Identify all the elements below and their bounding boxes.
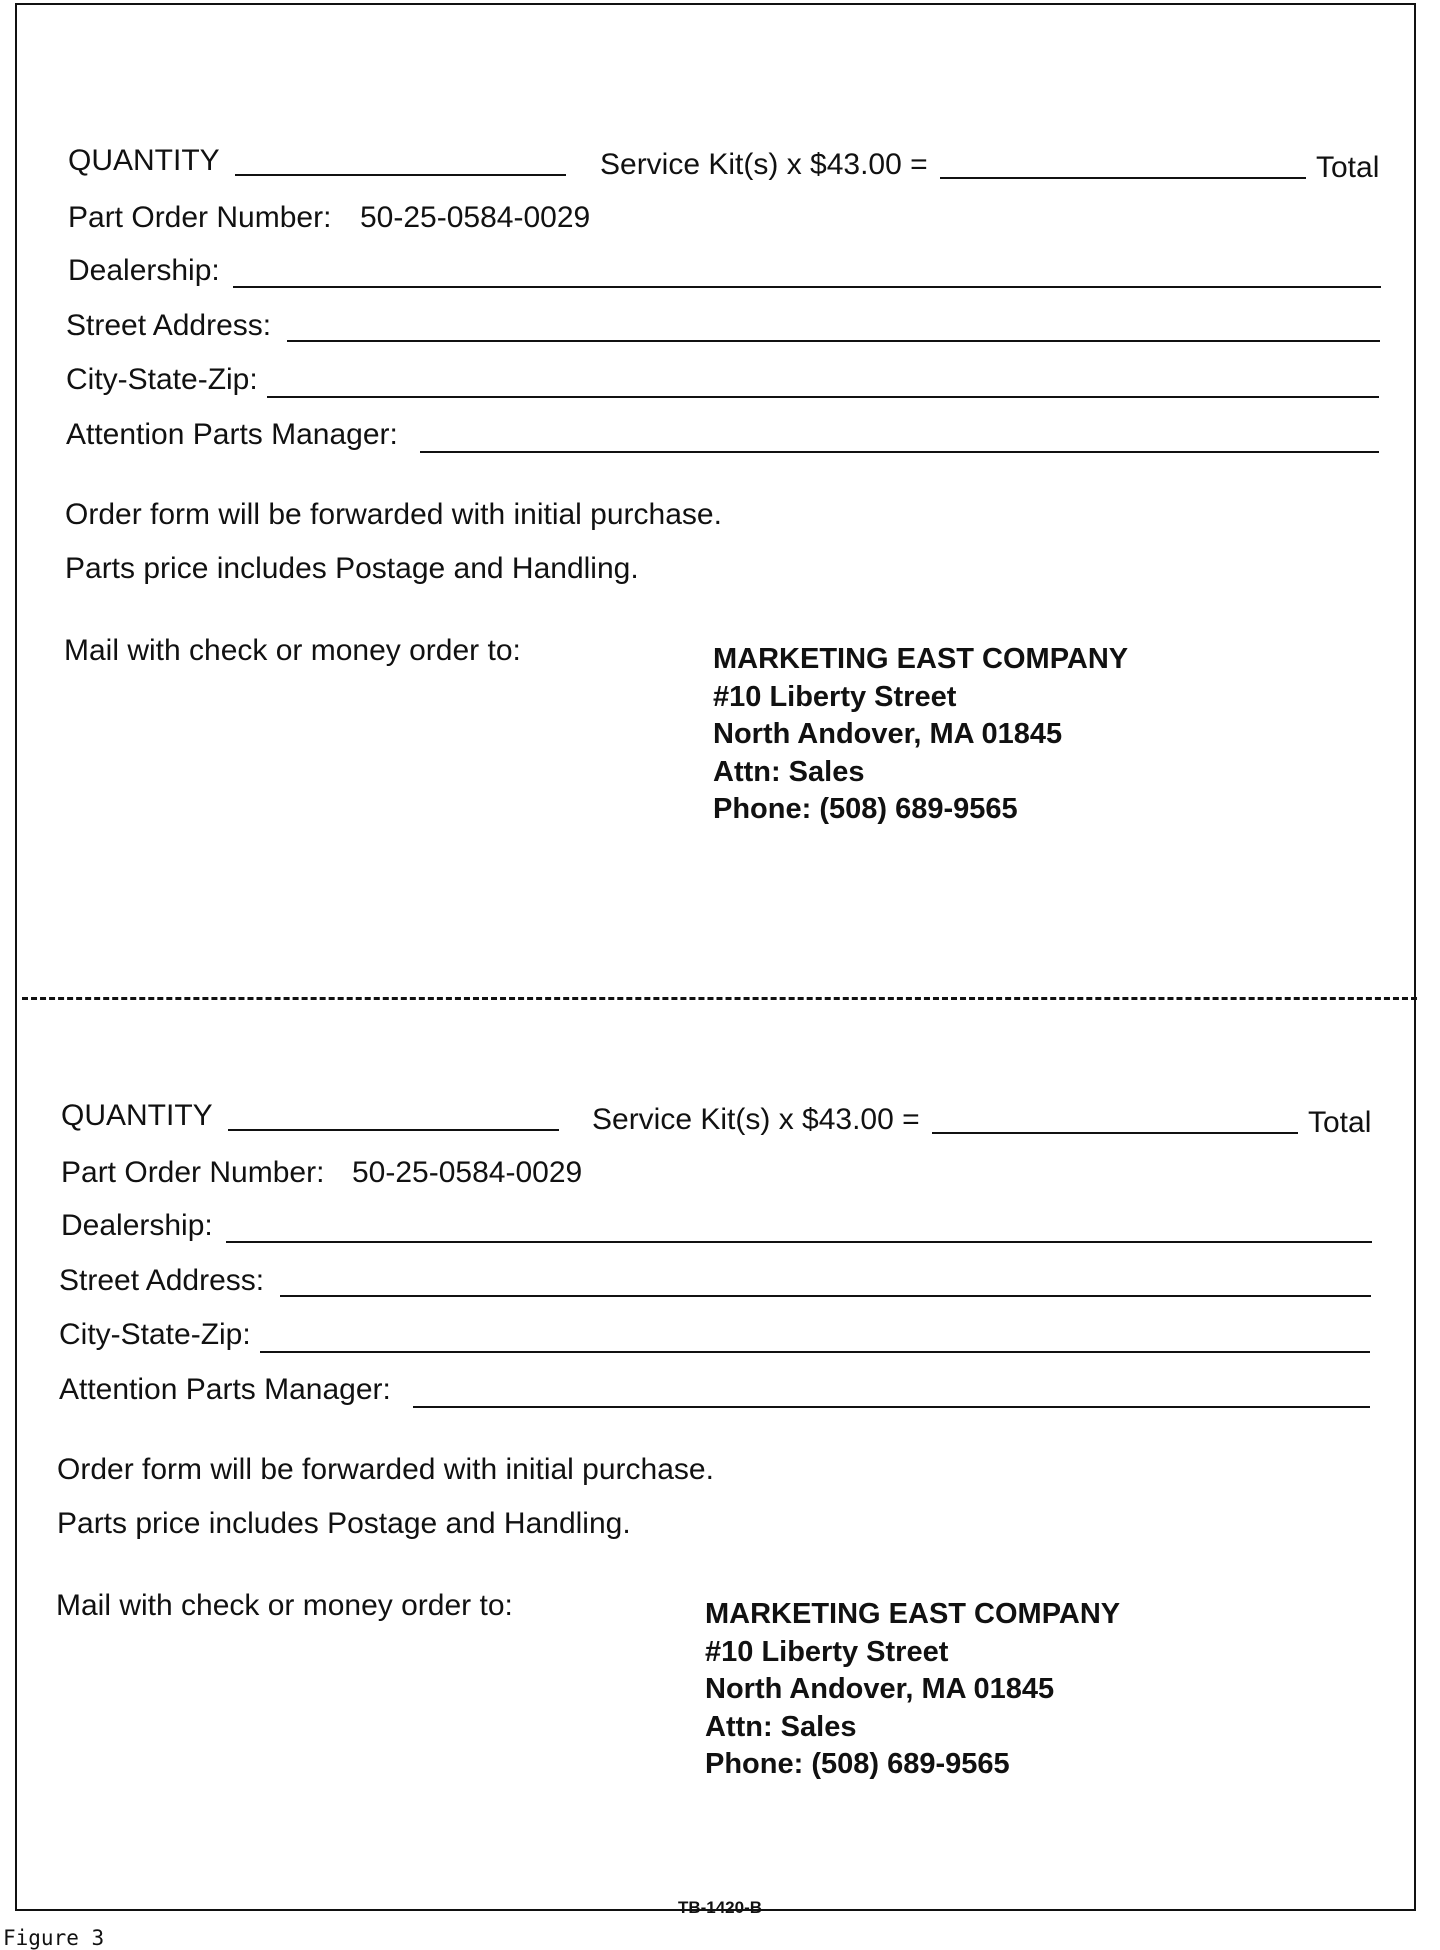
part-order-number: 50-25-0584-0029 xyxy=(360,201,591,234)
city-state-zip-label: City-State-Zip: xyxy=(66,363,258,396)
address-company: MARKETING EAST COMPANY xyxy=(705,1598,1121,1630)
quantity-field[interactable] xyxy=(228,1129,559,1131)
city-state-zip-field[interactable] xyxy=(260,1351,1370,1353)
street-address-label: Street Address: xyxy=(59,1264,265,1297)
order-form-top xyxy=(0,0,1440,825)
mailing-address xyxy=(705,1596,1120,1784)
mail-label: Mail with check or money order to: xyxy=(64,634,521,667)
address-street: #10 Liberty Street xyxy=(705,1635,949,1668)
address-street: #10 Liberty Street xyxy=(713,680,957,713)
street-address-field[interactable] xyxy=(287,340,1380,342)
figure-label: Figure 3 xyxy=(3,1926,105,1950)
attention-field[interactable] xyxy=(420,451,1379,453)
note-price: Parts price includes Postage and Handling. xyxy=(65,552,639,585)
address-city: North Andover, MA 01845 xyxy=(705,1673,1055,1705)
part-order-number: 50-25-0584-0029 xyxy=(352,1156,583,1189)
quantity-label: QUANTITY xyxy=(61,1099,213,1132)
order-form-bottom xyxy=(0,955,1440,1780)
street-address-label: Street Address: xyxy=(66,309,272,342)
service-kit-label: Service Kit(s) x $43.00 = xyxy=(600,148,928,181)
address-phone: Phone: (508) 689-9565 xyxy=(705,1748,1010,1780)
total-field[interactable] xyxy=(932,1132,1298,1134)
quantity-label: QUANTITY xyxy=(68,144,220,177)
street-address-field[interactable] xyxy=(280,1295,1371,1297)
total-label: Total xyxy=(1308,1106,1372,1139)
attention-label: Attention Parts Manager: xyxy=(59,1373,391,1406)
city-state-zip-label: City-State-Zip: xyxy=(59,1318,251,1351)
total-label: Total xyxy=(1316,151,1380,184)
note-forwarded: Order form will be forwarded with initial purchase. xyxy=(57,1453,714,1486)
address-company: MARKETING EAST COMPANY xyxy=(713,643,1129,675)
address-attn: Attn: Sales xyxy=(713,755,865,788)
dealership-label: Dealership: xyxy=(68,254,220,287)
city-state-zip-field[interactable] xyxy=(267,396,1379,398)
address-city: North Andover, MA 01845 xyxy=(713,718,1063,750)
part-order-label: Part Order Number: xyxy=(68,201,332,234)
note-price: Parts price includes Postage and Handling. xyxy=(57,1507,631,1540)
address-attn: Attn: Sales xyxy=(705,1710,857,1743)
mail-label: Mail with check or money order to: xyxy=(56,1589,513,1622)
attention-label: Attention Parts Manager: xyxy=(66,418,398,451)
address-phone: Phone: (508) 689-9565 xyxy=(713,793,1018,825)
service-kit-label: Service Kit(s) x $43.00 = xyxy=(592,1103,920,1136)
dealership-field[interactable] xyxy=(233,286,1381,288)
attention-field[interactable] xyxy=(413,1406,1370,1408)
total-field[interactable] xyxy=(940,177,1306,179)
note-forwarded: Order form will be forwarded with initial purchase. xyxy=(65,498,722,531)
dealership-label: Dealership: xyxy=(61,1209,213,1242)
document-code: TB-1420-B xyxy=(677,1898,763,1917)
part-order-label: Part Order Number: xyxy=(61,1156,325,1189)
quantity-field[interactable] xyxy=(235,174,566,176)
dealership-field[interactable] xyxy=(226,1241,1372,1243)
mailing-address xyxy=(713,641,1128,829)
